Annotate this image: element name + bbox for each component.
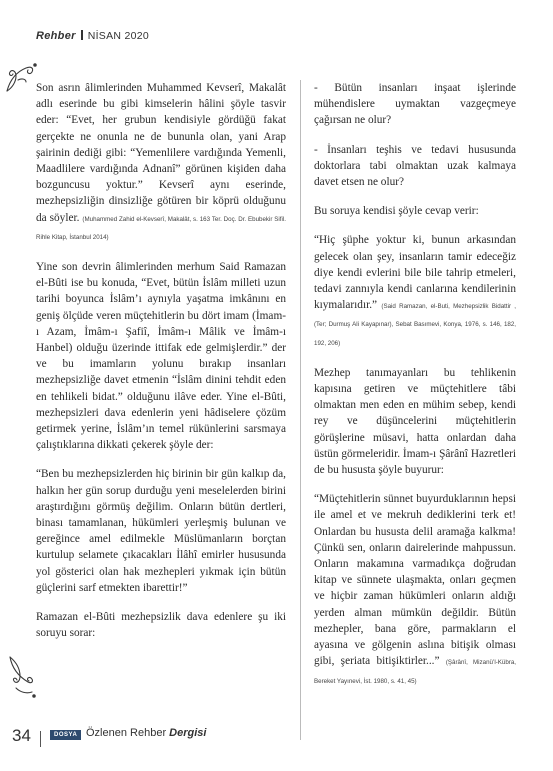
header-divider bbox=[81, 30, 83, 40]
top-left-ornament-icon bbox=[4, 60, 38, 94]
page-footer bbox=[0, 722, 553, 750]
paragraph: Bu soruya kendisi şöyle cevap verir: bbox=[314, 205, 479, 218]
quote-paragraph: “Müçtehitlerin sünnet buyurduklarının hepsi ile amel et ve mekruh dediklerini terk et! Onlardan bu hususta delil aramağa kalkma! Çünkü sen, onların dairelerinde mahpussun. Onların makamına varmadıkça doğrudan kitap ve sünnete ulaşmakta, onları geçmen ve hiçbir zaman hükümleri onların aldığı yerden alman mümkün değildir. Bütün mezhepler, bana göre, parmakların el ayasına ve gölgenin aslına bitişik olması gibi, şeriata bitişiktirler...” (Şârânî, Mizanü’l-Kübra, Bereket Yayınevi, İst. 1980, s. 41, 45) bbox=[314, 493, 516, 685]
paragraph: - İnsanları teşhis ve tedavi hususunda doktorlara tabi olmaktan uzak kalmaya davet etsen ne olur? bbox=[314, 143, 516, 189]
citation: (Said Ramazan, el-Buti, Mezhepsizlik Bidattir , (Ter; Durmuş Ali Kayapınar), Sebat Basımevi, Konya, 1976, s. 146, 182, 192, 206) bbox=[314, 303, 516, 347]
bottom-left-ornament-icon bbox=[6, 654, 38, 700]
paragraph: Mezhep tanımayanları bu tehlikenin kapısına getiren ve müçtehitlere tâbi olmaktan men eden en mühim sebep, kendi rey ve düşüncelerini müçtehitlerin görüşlerine müsavi, hatta onlardan daha üstün görmeleridir. İmam-ı Şârânî Hazretleri de bu hususta şöyle buyurur: bbox=[314, 366, 516, 477]
page-header bbox=[36, 30, 149, 42]
right-text-column bbox=[314, 80, 516, 703]
column-divider bbox=[300, 80, 301, 740]
magazine-brand: Rehber bbox=[36, 30, 76, 42]
footer-divider bbox=[40, 731, 41, 747]
paragraph: Yine son devrin âlimlerinden merhum Said Ramazan el-Bûti ise bu konuda, “Evet, bütün İslâm milleti uzun tarihi boyunca İslâm’ı aynıyla yaşatma imkânını en geniş ölçüde veren müçtehitlerin bu dört imam (İmam-ı Azam, İmâm-ı Şafiî, İmâm-ı Mâlik ve İmâm-ı Hanbel) olduğu üzerinde ittifak ede gelmişlerdir.” der ve bu imamların yolunu bırakıp insanları mezhepsizliğe davet etmenin “İslâm dinini tehdit eden en tehlikeli bidat.” olduğunu ilâve eder. Yine el-Bûti, mezhepsizleri dava edenlerin yeni hâdiselere çözüm getirmek yerine, İslâm’ın temel rükünlerini sarsmaya çalıştıklarına dikkati çekerek şöyle der: bbox=[36, 261, 286, 452]
paragraph: - Bütün insanları inşaat işlerinde mühendislere uymaktan vazgeçmeye çağırsan ne olur? bbox=[314, 82, 516, 127]
quote-paragraph: “Ben bu mezhepsizlerden hiç birinin bir gün kalkıp da, halkın her gün sorup durduğu yeni meselelerden birini araştırdığını görmüş değilim. Onların bütün dertleri, binası tamamlanan, hükümleri yerleşmiş bulunan ve gereğince amel edilmekle Müslümanların borçtan kurtulup selamete çıkacakları İlâhî emirler hususunda yol gösterici olan hak mezhepleri yıkmak için bütün güçlerini sarf etmekten ibarettir!” bbox=[36, 468, 286, 594]
magazine-name: Özlenen Rehber Dergisi bbox=[86, 727, 207, 739]
left-text-column bbox=[36, 80, 286, 655]
paragraph: Son asrın âlimlerinden Muhammed Kevserî, Makalât adlı eserinde bu gibi kimselerin hâlini şöyle tasvir eder: “Evet, her grubun kendisiyle gördüğü fakat gerçekte ne onunla ne de bununla olan, yani Arap şairinin dediği gibi: “Yemenlilere vardığında Yemenli, Maadlilere vardığında Adnanî” görünen kişiden daha bozguncusu yoktur.” Kevserî aynı eserinde, mezhepsizliğin dinsizliğe götüren bir köprü olduğunu da söyler. (Muhammed Zahid el-Kevserî, Makalât, s. 163 Ter. Doç. Dr. Ebubekir Sifil. Rihle Kitap, İstanbul 2014) bbox=[36, 82, 286, 241]
citation: (Muhammed Zahid el-Kevserî, Makalât, s. 163 Ter. Doç. Dr. Ebubekir Sifil. Rihle Kitap, İstanbul 2014) bbox=[36, 215, 286, 241]
issue-date: NİSAN 2020 bbox=[87, 30, 150, 42]
section-tag: DOSYA bbox=[50, 730, 81, 740]
quote-paragraph: “Hiç şüphe yoktur ki, bunun arkasından gelecek olan şey, insanların tamir edeceğiz diye kendi evlerini bile bile tahrip etmeleri, tedavi zannıyla kendi canlarına kendilerinin kıymalarıdır.” (Said Ramazan, el-Buti, Mezhepsizlik Bidattir , (Ter; Durmuş Ali Kayapınar), Sebat Basımevi, Konya, 1976, s. 146, 182, 192, 206) bbox=[314, 234, 516, 347]
citation: (Şârânî, Mizanü’l-Kübra, Bereket Yayınevi, İst. 1980, s. 41, 45) bbox=[314, 659, 516, 685]
paragraph: Ramazan el-Bûti mezhepsizlik dava edenlere şu iki soruyu sorar: bbox=[36, 611, 286, 640]
page-number: 34 bbox=[12, 726, 31, 745]
